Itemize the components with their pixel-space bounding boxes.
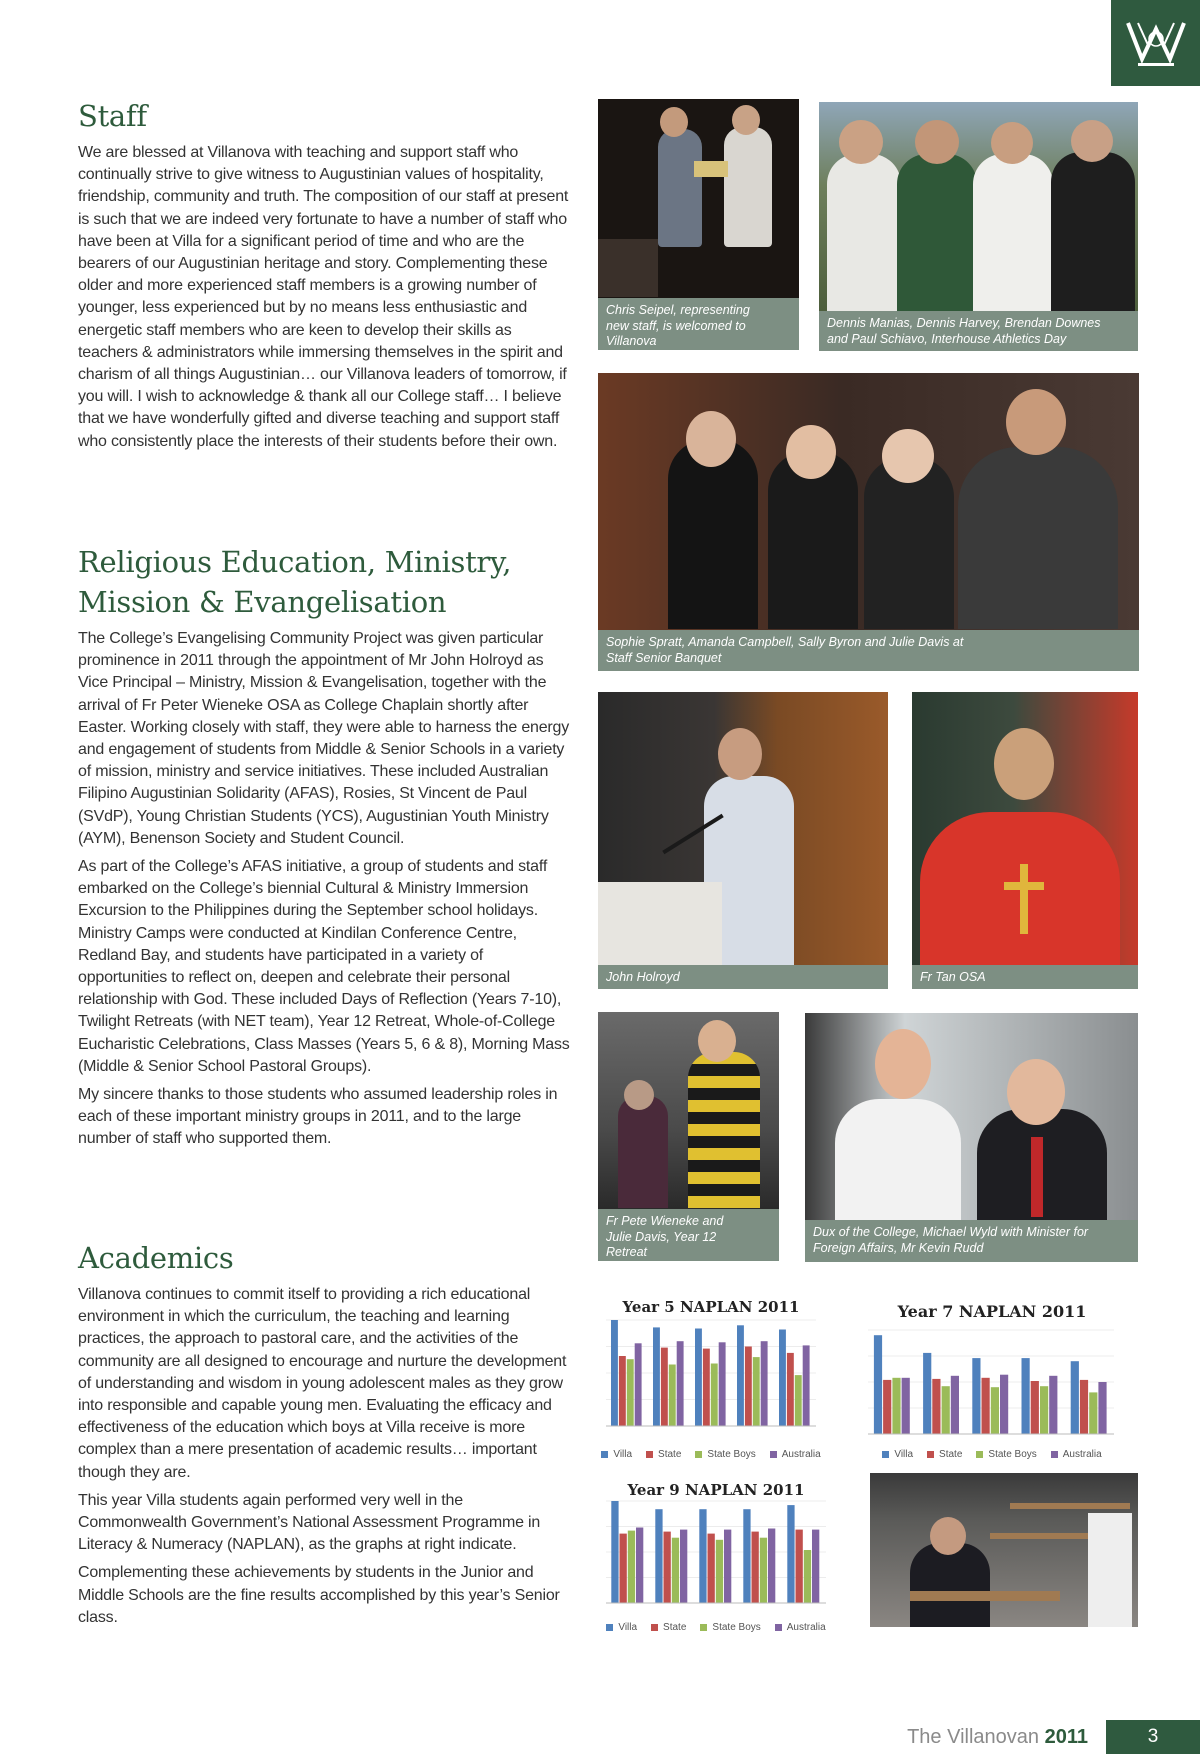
chart-title: Year 9 NAPLAN 2011 [627,1481,805,1499]
legend-australia: Australia [786,1622,826,1633]
caption-fr-tan: Fr Tan OSA [912,965,1138,989]
bar-state-3 [703,1349,710,1426]
staff-heading: Staff [78,99,147,133]
academics-paragraph-2: This year Villa students again performed very well in the Commonwealth Government’s National Assessment Programme in Literacy & Numeracy (NAPLAN), as the graphs at right indicate. [78,1491,541,1554]
ministry-paragraph-2: As part of the College’s AFAS initiative, a group of students and staff embarked on the College’s biennial Cultural & Ministry Immersion Excursion to the Philippines during the September school holidays. Ministry Camps were conducted at Kindilan Conference Centre, Redland Bay, and students have participated in a variety of opportunities to reflect on, deepen and celebrate their personal relationship with God. These included Days of Reflection (Years 7-10), Twilight Retreats (with NET team), Year 12 Retreat, Whole-of-College Eucharistic Celebrations, Class Masses (Years 5, 6 & 8), Morning Mass (Middle & Senior School Pastoral Groups). [78,858,570,1075]
bar-villa-3 [695,1329,702,1427]
bar-villa-5 [1071,1361,1079,1434]
chart-legend [596,1622,836,1633]
bar-state-2 [664,1532,671,1603]
legend-state-boys: State Boys [988,1449,1037,1460]
bar-australia-4 [768,1529,775,1604]
bar-state-boys-3 [716,1540,723,1603]
college-logo-tab [1111,0,1200,86]
legend-swatch-state [927,1451,934,1458]
bar-villa-2 [923,1353,931,1434]
legend-swatch-villa [601,1451,608,1458]
bar-villa-1 [611,1501,618,1603]
bar-australia-3 [719,1342,726,1426]
legend-swatch-villa [882,1451,889,1458]
bar-villa-4 [737,1325,744,1426]
bar-state-boys-5 [804,1550,811,1603]
bar-state-boys-4 [760,1538,767,1603]
bar-state-2 [661,1348,668,1426]
chart-svg [596,1479,836,1637]
bar-state-3 [982,1378,990,1434]
photo-john-holroyd [598,692,888,989]
bar-state-boys-4 [753,1357,760,1426]
photo-fr-pete-wieneke [598,1012,779,1261]
chart-title: Year 5 NAPLAN 2011 [622,1298,800,1316]
photo-athletics-day [819,102,1138,351]
publication-year: 2011 [1044,1726,1088,1748]
caption-fr-pete-wieneke: Fr Pete Wieneke and Julie Davis, Year 12 Retreat [598,1209,779,1261]
bar-state-boys-4 [1040,1386,1048,1434]
legend-villa: Villa [613,1449,633,1460]
bar-state-1 [619,1356,626,1426]
bar-state-boys-2 [669,1365,676,1427]
legend-swatch-state [646,1451,653,1458]
bar-state-boys-1 [627,1359,634,1426]
bar-australia-1 [635,1343,642,1426]
legend-villa: Villa [618,1622,638,1633]
legend-swatch-australia [770,1451,777,1458]
publication-name: The Villanovan [907,1726,1040,1748]
caption-dux-of-college: Dux of the College, Michael Wyld with Minister for Foreign Affairs, Mr Kevin Rudd [805,1220,1138,1262]
bar-australia-3 [1000,1375,1008,1434]
chart-year5-naplan [596,1296,826,1464]
legend-state-boys: State Boys [712,1622,761,1633]
chart-svg [596,1296,826,1464]
ministry-section [78,542,572,1151]
bar-australia-1 [636,1528,643,1604]
bar-villa-4 [743,1509,750,1603]
bar-state-4 [752,1532,759,1603]
bar-state-4 [1031,1381,1039,1434]
bar-australia-2 [677,1341,684,1426]
academics-section [78,1238,572,1629]
legend-australia: Australia [1062,1449,1102,1460]
caption-athletics-day: Dennis Manias, Dennis Harvey, Brendan Downes and Paul Schiavo, Interhouse Athletics Day [819,311,1138,351]
bar-villa-4 [1022,1358,1030,1434]
page-footer [0,1720,1200,1754]
bar-australia-1 [902,1378,910,1434]
academics-paragraph-3: Complementing these achievements by students in the Junior and Middle Schools are the fine results accomplished by this year’s Senior class. [78,1564,560,1626]
photo-staff-banquet [598,373,1139,671]
bar-villa-2 [653,1327,660,1426]
academics-heading: Academics [78,1241,234,1275]
caption-john-holroyd: John Holroyd [598,965,888,989]
footer-publication [907,1726,1088,1749]
bar-australia-4 [1049,1376,1057,1434]
bar-villa-5 [779,1330,786,1427]
ministry-paragraph-1: The College’s Evangelising Community Project was given particular prominence in 2011 through the appointment of Mr John Holroyd as Vice Principal – Ministry, Mission & Evangelisation, together with the arrival of Fr Peter Wieneke OSA as College Chaplain shortly after Easter. Working closely with staff, they were able to harness the energy and engagement of students from Middle & Senior Schools in a variety of mission, ministry and service initiatives. These included Australian Filipino Augustinian Solidarity (AFAS), Rosies, St Vincent de Paul (SVdP), Young Christian Students (YCS), Augustinian Youth Ministry (AYM), Benenson Society and Student Council. [78,630,570,847]
bar-villa-2 [655,1509,662,1603]
bar-australia-5 [803,1345,810,1426]
ministry-paragraph-3: My sincere thanks to those students who assumed leadership roles in each of these important ministry groups in 2011, and to the large number of staff who supported them. [78,1086,558,1148]
bar-australia-2 [951,1376,959,1434]
bar-state-boys-3 [991,1387,999,1434]
bar-state-boys-2 [672,1538,679,1603]
legend-swatch-state [651,1624,658,1631]
ministry-heading-line1: Religious Education, Ministry, [78,545,512,579]
bar-state-boys-1 [628,1531,635,1603]
bar-state-2 [932,1379,940,1434]
chart-title: Year 7 NAPLAN 2011 [897,1302,1087,1321]
photo-fr-tan [912,692,1138,989]
legend-state: State [939,1449,963,1460]
legend-state: State [663,1622,687,1633]
photo-dux-of-college [805,1013,1138,1262]
bar-state-4 [745,1347,752,1427]
bar-australia-5 [812,1530,819,1603]
page-number: 3 [1106,1720,1200,1754]
bar-state-3 [708,1534,715,1603]
legend-state-boys: State Boys [707,1449,756,1460]
chart-svg [858,1300,1126,1464]
academics-paragraph-1: Villanova continues to commit itself to providing a rich educational environment in which the curriculum, the teaching and learning practices, the approach to pastoral care, and the activities of the community are all designed to encourage and nurture the development of understanding and wisdom in young adolescent males as they grow into responsible and capable young men. Evaluating the efficacy and effectiveness of the education which boys at Villa receive is more complex than a mere presentation of academic results… important though they are. [78,1286,567,1481]
legend-villa: Villa [894,1449,914,1460]
legend-swatch-state-boys [695,1451,702,1458]
bar-villa-3 [699,1509,706,1603]
bar-villa-1 [874,1335,882,1434]
bar-state-1 [883,1380,891,1434]
legend-australia: Australia [781,1449,821,1460]
bar-australia-2 [680,1530,687,1603]
bar-australia-4 [761,1341,768,1426]
bar-australia-5 [1098,1382,1106,1434]
bar-state-boys-3 [711,1364,718,1427]
chart-legend [858,1449,1126,1460]
bar-villa-5 [787,1505,794,1603]
legend-swatch-australia [775,1624,782,1631]
staff-section [78,96,572,453]
legend-swatch-australia [1051,1451,1058,1458]
bar-state-boys-5 [795,1375,802,1426]
bar-state-boys-1 [892,1378,900,1434]
bar-state-boys-2 [942,1386,950,1434]
bar-state-5 [796,1530,803,1603]
chart-year7-naplan [858,1300,1126,1464]
caption-staff-banquet: Sophie Spratt, Amanda Campbell, Sally Byron and Julie Davis at Staff Senior Banquet [598,630,1139,671]
bar-villa-3 [972,1358,980,1434]
bar-australia-3 [724,1530,731,1603]
legend-swatch-state-boys [976,1451,983,1458]
legend-swatch-state-boys [700,1624,707,1631]
chart-legend [596,1449,826,1460]
bar-state-5 [1080,1380,1088,1434]
college-crest-icon [1124,15,1188,71]
bar-state-5 [787,1353,794,1426]
staff-paragraph: We are blessed at Villanova with teaching and support staff who continually strive to give witness to Augustinian values of hospitality, friendship, community and truth. The composition of our staff at present is such that we are indeed very fortunate to have a number of staff who have been at Villa for a significant period of time and who are the bearers of our Augustinian heritage and story. Complementing these older and more experienced staff members is a growing number of younger, less experienced but by no means less enthusiastic and energetic staff members who are keen to develop their skills as teachers & administrators while immersing themselves in the spirit and charism of all things Augustinian… our Villanova leaders of tomorrow, if you will. I wish to acknowledge & thank all our College staff… I believe that we have wonderfully gifted and diverse teaching and support staff who consistently place the interests of their students before their own. [78,144,569,450]
photo-chris-seipel [598,99,799,350]
photo-exam-hall [870,1473,1138,1627]
bar-villa-1 [611,1320,618,1426]
bar-state-boys-5 [1089,1392,1097,1434]
legend-swatch-villa [606,1624,613,1631]
bar-state-1 [620,1534,627,1603]
caption-chris-seipel: Chris Seipel, representing new staff, is welcomed to Villanova [598,298,799,350]
ministry-heading-line2: Mission & Evangelisation [78,585,447,619]
legend-state: State [658,1449,682,1460]
chart-year9-naplan [596,1479,836,1637]
